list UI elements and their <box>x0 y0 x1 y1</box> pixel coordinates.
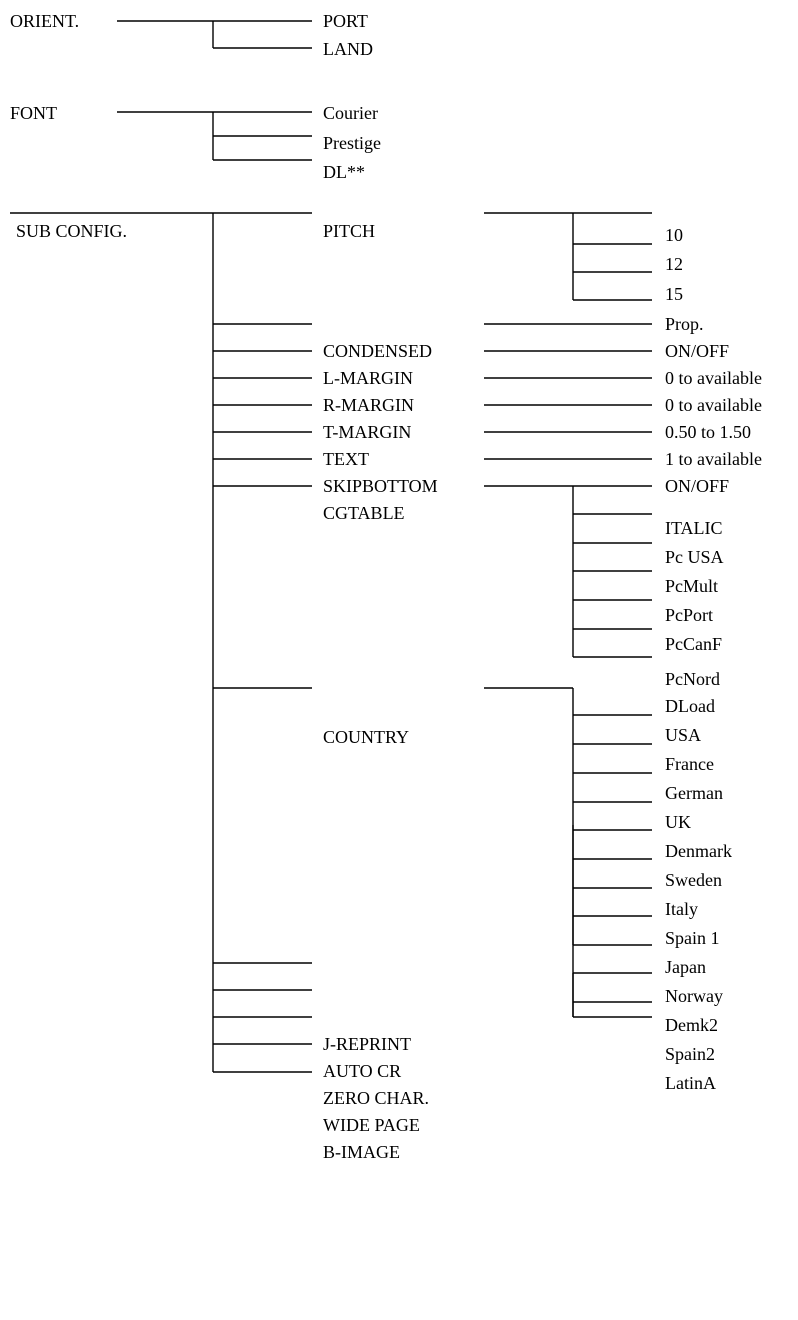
cgtable-value: PcMult <box>665 576 719 596</box>
b-image-label: B-IMAGE <box>323 1142 400 1162</box>
pitch-value: 10 <box>665 225 683 245</box>
country-value: Norway <box>665 986 723 1006</box>
orient-option: PORT <box>323 11 368 31</box>
country-value: Demk2 <box>665 1015 718 1035</box>
orient-label: ORIENT. <box>10 11 80 31</box>
condensed-label: CONDENSED <box>323 341 433 361</box>
country-label: COUNTRY <box>323 727 410 747</box>
country-value: Italy <box>665 899 698 919</box>
skipbottom-label: SKIPBOTTOM <box>323 476 438 496</box>
font-option: Prestige <box>323 133 381 153</box>
sub-config-branch <box>10 213 762 1162</box>
country-value: Spain 1 <box>665 928 720 948</box>
cgtable-value: PcCanF <box>665 634 723 654</box>
pitch-value: 15 <box>665 284 683 304</box>
orient-option: LAND <box>323 39 373 59</box>
font-option: Courier <box>323 103 378 123</box>
country-value: Japan <box>665 957 706 977</box>
pitch-value: Prop. <box>665 314 704 334</box>
country-value: UK <box>665 812 691 832</box>
country-value: USA <box>665 725 702 745</box>
j-reprint-label: J-REPRINT <box>323 1034 412 1054</box>
font-branch <box>10 103 381 182</box>
l-margin-value: 0 to available <box>665 368 762 388</box>
country-value: LatinA <box>665 1073 716 1093</box>
skipbottom-value: ON/OFF <box>665 476 730 496</box>
cgtable-value: PcPort <box>665 605 714 625</box>
sub-config-label: SUB CONFIG. <box>16 221 128 241</box>
l-margin-label: L-MARGIN <box>323 368 413 388</box>
pitch-label: PITCH <box>323 221 376 241</box>
cgtable-value: Pc USA <box>665 547 724 567</box>
country-value: Spain2 <box>665 1044 716 1064</box>
zero-char-label: ZERO CHAR. <box>323 1088 430 1108</box>
orient-branch <box>10 11 373 59</box>
t-margin-value: 0.50 to 1.50 <box>665 422 752 442</box>
text-value: 1 to available <box>665 449 762 469</box>
cgtable-value: ITALIC <box>665 518 723 538</box>
country-value: Denmark <box>665 841 732 861</box>
auto-cr-label: AUTO CR <box>323 1061 402 1081</box>
country-value: Sweden <box>665 870 722 890</box>
condensed-value: ON/OFF <box>665 341 730 361</box>
cgtable-value: PcNord <box>665 669 720 689</box>
wide-page-label: WIDE PAGE <box>323 1115 420 1135</box>
font-label: FONT <box>10 103 58 123</box>
country-value: France <box>665 754 714 774</box>
t-margin-label: T-MARGIN <box>323 422 412 442</box>
r-margin-label: R-MARGIN <box>323 395 415 415</box>
pitch-value: 12 <box>665 254 683 274</box>
font-option: DL** <box>323 162 365 182</box>
country-value: German <box>665 783 723 803</box>
country-value: DLoad <box>665 696 715 716</box>
text-label: TEXT <box>323 449 369 469</box>
r-margin-value: 0 to available <box>665 395 762 415</box>
cgtable-label: CGTABLE <box>323 503 405 523</box>
